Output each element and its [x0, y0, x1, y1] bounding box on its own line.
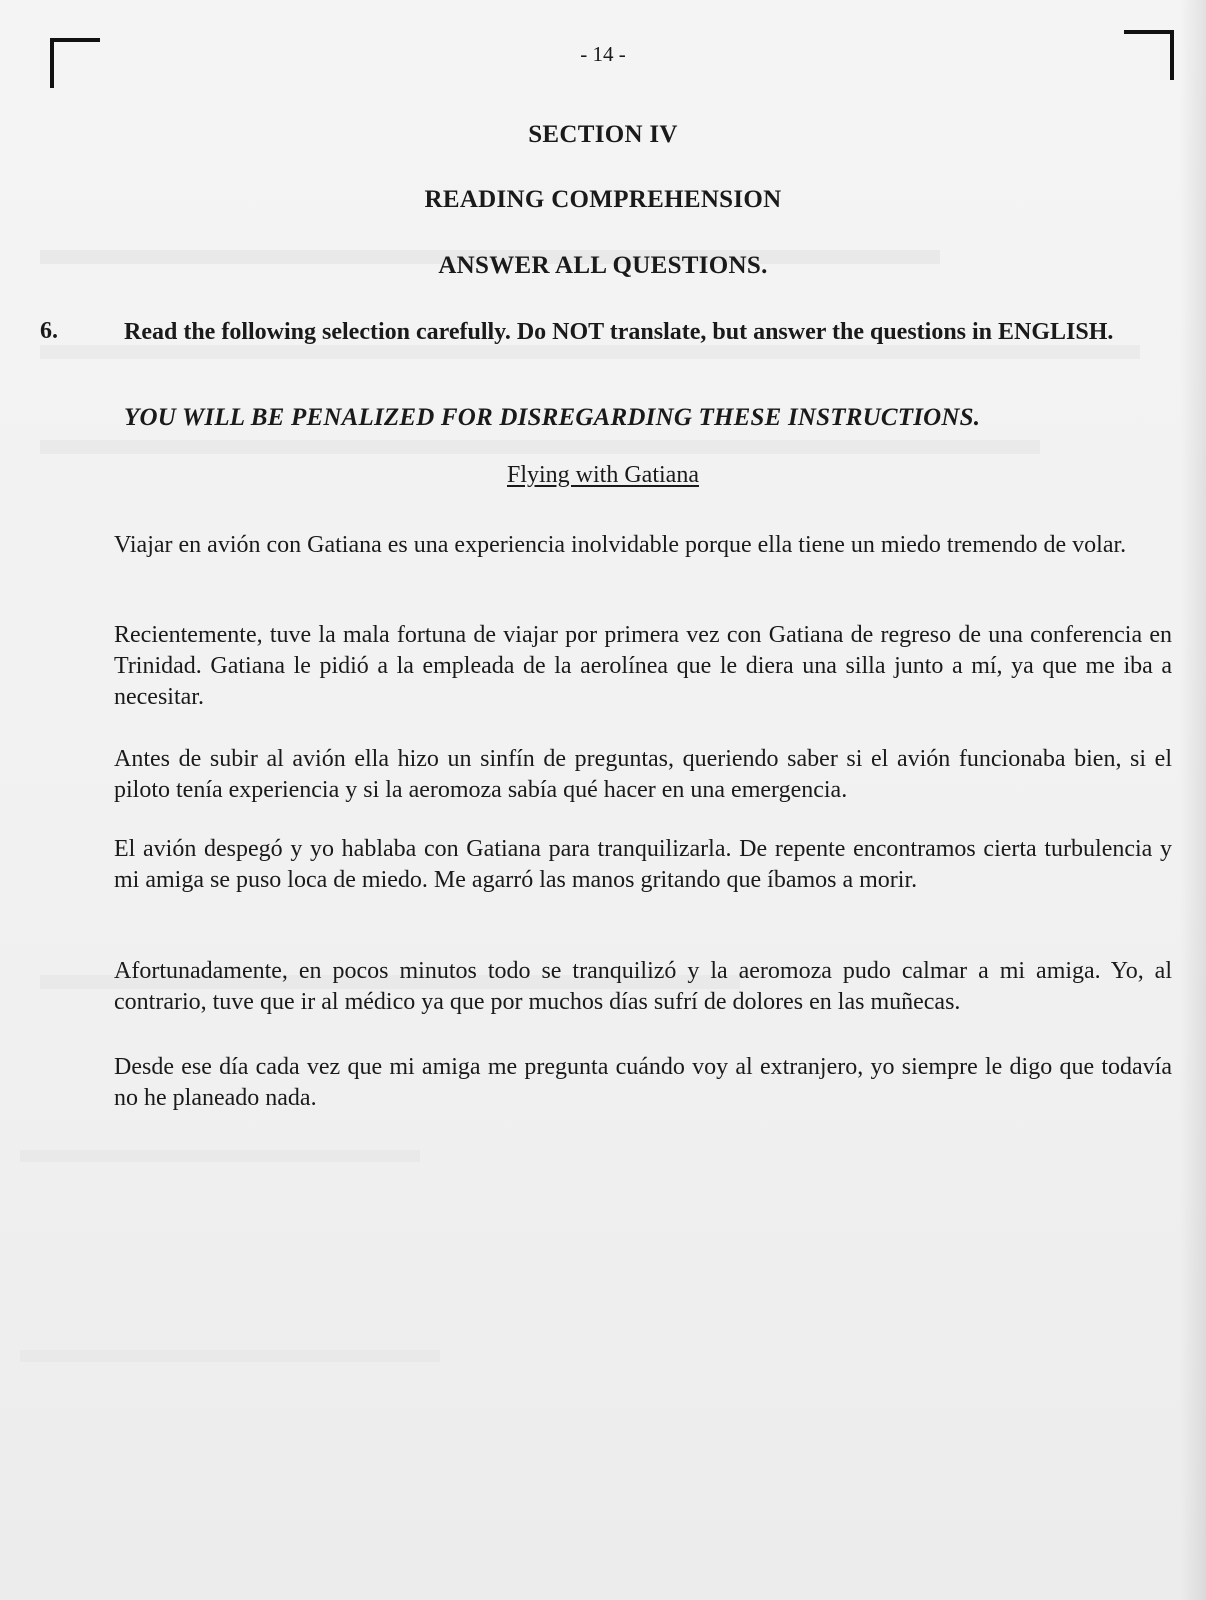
passage-title: Flying with Gatiana	[507, 462, 699, 488]
bleed-through-line	[40, 440, 1040, 454]
passage-paragraph: El avión despegó y yo hablaba con Gatiana para tranquilizarla. De repente encontramos cierta turbulencia y mi amiga se puso loca de miedo. Me agarró las manos gritando que íbamos a morir.	[114, 836, 1172, 893]
passage-paragraph: Viajar en avión con Gatiana es una experiencia inolvidable porque ella tiene un miedo tremendo de volar.	[114, 532, 1127, 558]
section-directive: ANSWER ALL QUESTIONS.	[438, 252, 768, 279]
passage-paragraph: Afortunadamente, en pocos minutos todo se tranquilizó y la aeromoza pudo calmar a mi amiga. Yo, al contrario, tuve que ir al médico ya que por muchos días sufrí de dolores en las muñecas.	[114, 958, 1172, 1015]
question-number: 6.	[40, 318, 58, 344]
page-number: - 14 -	[580, 42, 626, 66]
bleed-through-line	[20, 1150, 420, 1162]
question-instruction: Read the following selection carefully. Do NOT translate, but answer the questions in ENGLISH.	[124, 319, 1114, 345]
passage-paragraph: Recientemente, tuve la mala fortuna de viajar por primera vez con Gatiana de regreso de una conferencia en Trinidad. Gatiana le pidió a la empleada de la aerolínea que le diera una silla junto a mí, ya que me iba a necesitar.	[114, 622, 1172, 710]
section-title: READING COMPREHENSION	[424, 186, 782, 213]
penalty-warning: YOU WILL BE PENALIZED FOR DISREGARDING THESE INSTRUCTIONS.	[124, 404, 981, 431]
passage-paragraph: Antes de subir al avión ella hizo un sinfín de preguntas, queriendo saber si el avión funcionaba bien, si el piloto tenía experiencia y si la aeromoza sabía qué hacer en una emergencia.	[114, 746, 1172, 803]
section-heading: SECTION IV	[528, 121, 678, 148]
bleed-through-line	[20, 1350, 440, 1362]
passage-paragraph: Desde ese día cada vez que mi amiga me pregunta cuándo voy al extranjero, yo siempre le digo que todavía no he planeado nada.	[114, 1054, 1172, 1111]
page-edge-shadow	[1180, 0, 1206, 1600]
